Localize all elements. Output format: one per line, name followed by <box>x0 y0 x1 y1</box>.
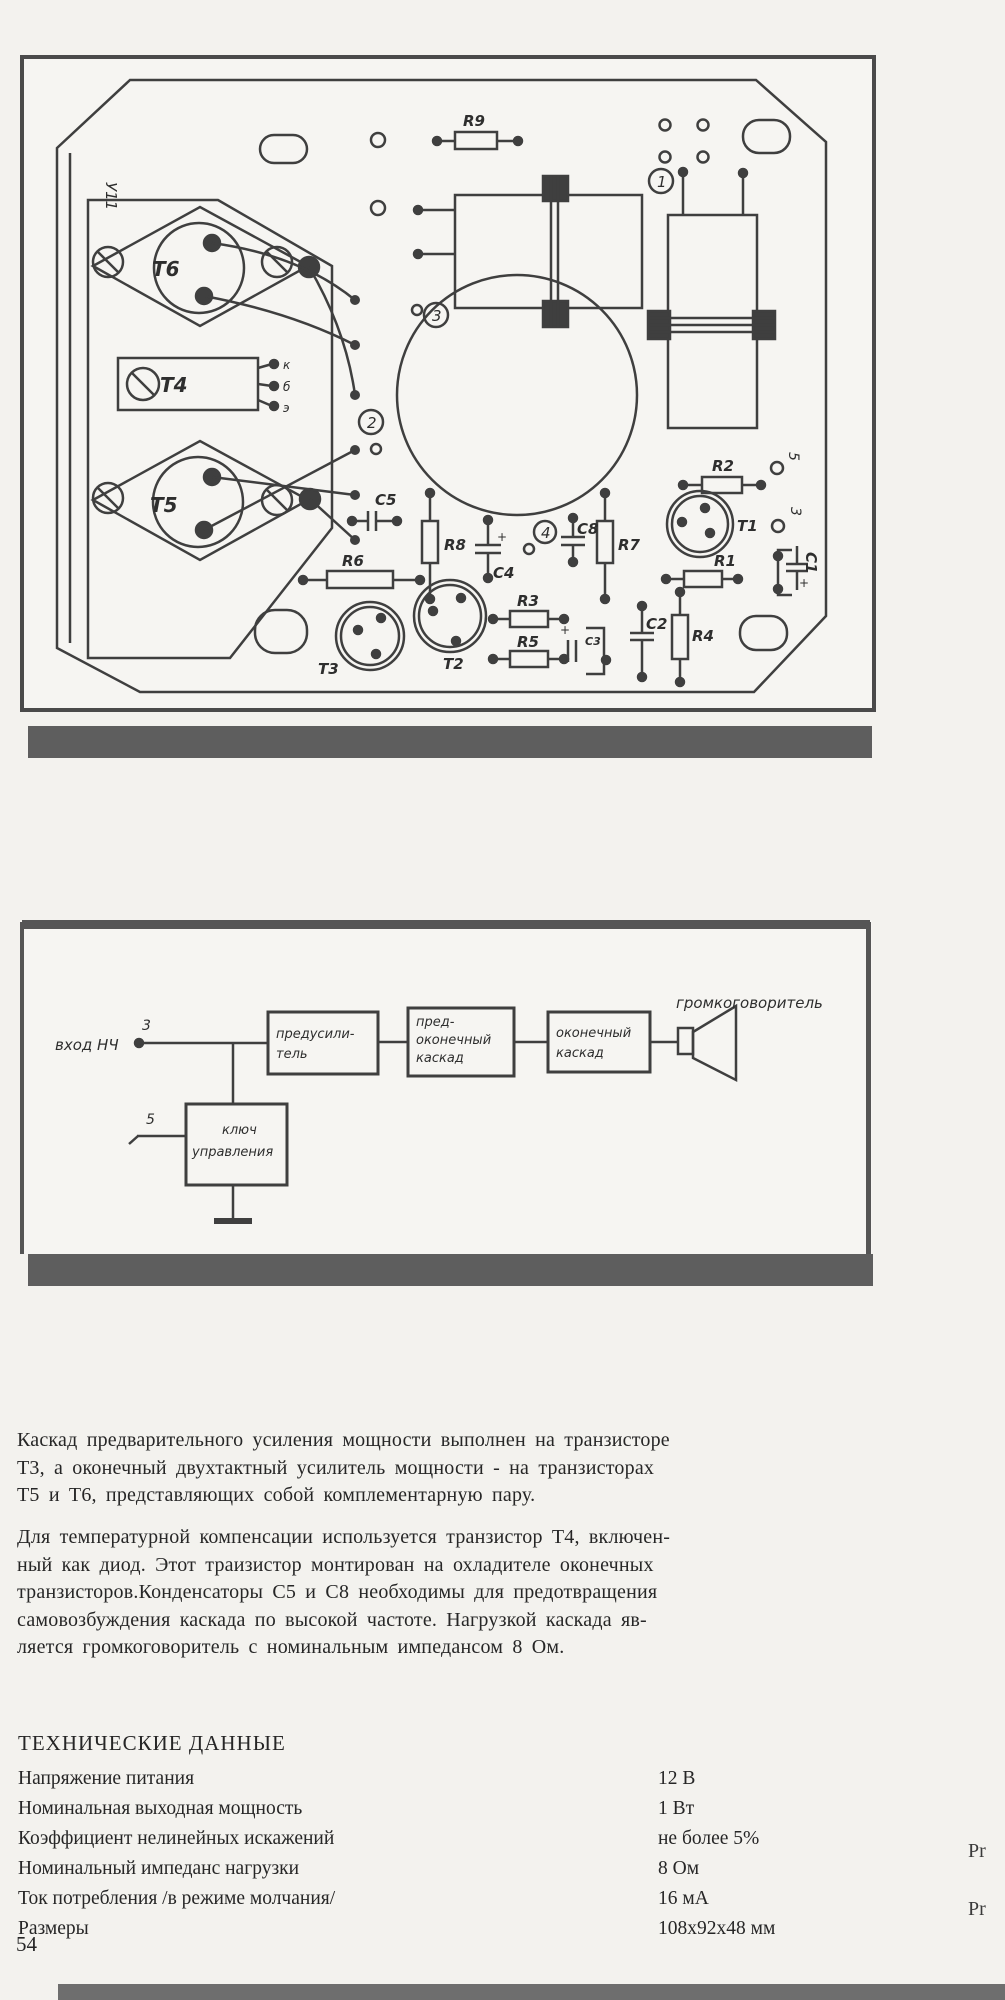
r7-label: R7 <box>618 536 640 554</box>
paragraph-1-line: Т5 и Т6, представляющих собой комплементарную пару. <box>17 1484 536 1507</box>
t5-label: T5 <box>150 493 178 517</box>
figure2-right-border <box>866 922 871 1254</box>
r4-label: R4 <box>692 627 714 645</box>
callout-2: 2 <box>367 414 377 432</box>
figure1-frame <box>22 57 874 710</box>
tech-row-label: Номинальный импеданс нагрузки <box>18 1858 300 1879</box>
t4-pad-k <box>270 360 278 368</box>
scan-bottom-bar <box>58 1984 1005 2000</box>
t4-pad-b <box>270 382 278 390</box>
t4-pin-k-label: к <box>283 358 291 372</box>
margin-fragment: Pr <box>968 1898 986 1920</box>
tech-row-label: Напряжение питания <box>18 1768 195 1789</box>
tech-data-labels <box>18 1764 335 1944</box>
paragraph-1-line: Т3, а оконечный двухтактный усилитель мощности - на транзисторах <box>17 1456 655 1479</box>
r2-label: R2 <box>712 457 734 475</box>
tech-row-label: Ток потребления /в режиме молчания/ <box>18 1888 336 1909</box>
ground-symbol <box>214 1218 252 1224</box>
paragraph-1-line: Каскад предварительного усиления мощности выполнен на транзисторе <box>17 1429 670 1451</box>
figure2-top-border <box>22 920 870 929</box>
paragraph-2-line: самовозбуждения каскада по высокой частоте. Нагрузкой каскада яв- <box>17 1608 647 1631</box>
driver-line1: пред- <box>416 1015 455 1030</box>
r5-label: R5 <box>517 633 539 651</box>
page-number: 54 <box>16 1932 37 1956</box>
t3-label: T3 <box>318 660 339 678</box>
control-pin-label: 5 <box>146 1112 155 1128</box>
paragraph-2-line: транзисторов.Конденсаторы С5 и С8 необходимы для предотвращения <box>17 1581 658 1604</box>
figure2-bottom-bar <box>28 1254 873 1286</box>
margin-fragment: Pr <box>968 1840 986 1862</box>
figure1-bottom-bar <box>28 726 872 758</box>
c2-label: C2 <box>646 615 668 633</box>
driver-line3: каскад <box>416 1051 464 1066</box>
callout-4: 4 <box>541 524 551 542</box>
preamp-line1: предусили- <box>276 1027 355 1042</box>
output-line1: оконечный <box>556 1026 632 1041</box>
figure2-bg <box>20 920 872 1254</box>
t1-label: T1 <box>737 517 758 535</box>
c4-plus: + <box>497 530 508 544</box>
r3-label: R3 <box>517 592 539 610</box>
t4-pad-e <box>270 402 278 410</box>
tech-row-value: 12 В <box>658 1768 696 1789</box>
paragraph-2-line: Для температурной компенсации используется транзистор Т4, включен- <box>17 1526 671 1548</box>
figure2-left-border <box>20 922 24 1254</box>
c1-plus: + <box>799 576 810 590</box>
input-label: вход НЧ <box>55 1036 119 1054</box>
tech-row-label: Коэффициент нелинейных искажений <box>18 1828 335 1849</box>
edge-pad-5-label: 5 <box>785 452 801 461</box>
c3-plus: + <box>560 623 571 637</box>
tech-data-values <box>658 1764 775 1944</box>
t4-label: T4 <box>160 373 188 397</box>
callout-3: 3 <box>432 307 442 325</box>
c3-label: C3 <box>585 635 601 648</box>
r1-label: R1 <box>714 552 736 570</box>
edge-pad-3-label: 3 <box>787 507 803 516</box>
paragraph-2-line: ляется громкоговоритель с номинальным импедансом 8 Ом. <box>17 1636 565 1659</box>
c8-label: C8 <box>577 520 599 538</box>
preamp-line2: тель <box>276 1047 308 1062</box>
t2-label: T2 <box>443 655 464 673</box>
speaker-label: громкоговоритель <box>676 994 823 1012</box>
t6-label: T6 <box>152 257 180 281</box>
tech-row-value: 16 мА <box>658 1888 709 1909</box>
r8-label: R8 <box>444 536 466 554</box>
tech-row-value: не более 5% <box>658 1828 760 1849</box>
pcb-layout-figure <box>0 0 1005 800</box>
tech-row-value: 108х92х48 мм <box>658 1918 776 1939</box>
t4-pin-b-label: б <box>283 380 291 394</box>
r6-label: R6 <box>342 552 364 570</box>
r9-label: R9 <box>463 112 485 130</box>
tech-row-value: 8 Ом <box>658 1858 700 1879</box>
input-pin-label: 3 <box>142 1018 151 1034</box>
tech-row-value: 1 Вт <box>658 1798 695 1819</box>
tech-data-header: ТЕХНИЧЕСКИЕ ДАННЫЕ <box>18 1731 286 1755</box>
key-line1: ключ <box>222 1123 257 1138</box>
c1-label: C1 <box>802 552 820 574</box>
paragraph-2 <box>17 1524 670 1662</box>
tech-row-label: Размеры <box>18 1918 89 1939</box>
paragraph-1 <box>17 1427 670 1510</box>
block-diagram-figure <box>0 900 1005 1300</box>
paragraph-2-line: ный как диод. Этот траизистор монтирован на охладителе оконечных <box>17 1553 654 1576</box>
c5-label: C5 <box>375 491 397 509</box>
board-code-label: У11 <box>102 182 120 211</box>
callout-1: 1 <box>657 173 667 191</box>
c4-label: C4 <box>493 564 515 582</box>
key-line2: управления <box>192 1145 274 1160</box>
driver-line2: оконечный <box>416 1033 492 1048</box>
output-line2: каскад <box>556 1046 604 1061</box>
t4-pin-e-label: э <box>283 401 290 415</box>
tech-row-label: Номинальная выходная мощность <box>18 1798 303 1819</box>
